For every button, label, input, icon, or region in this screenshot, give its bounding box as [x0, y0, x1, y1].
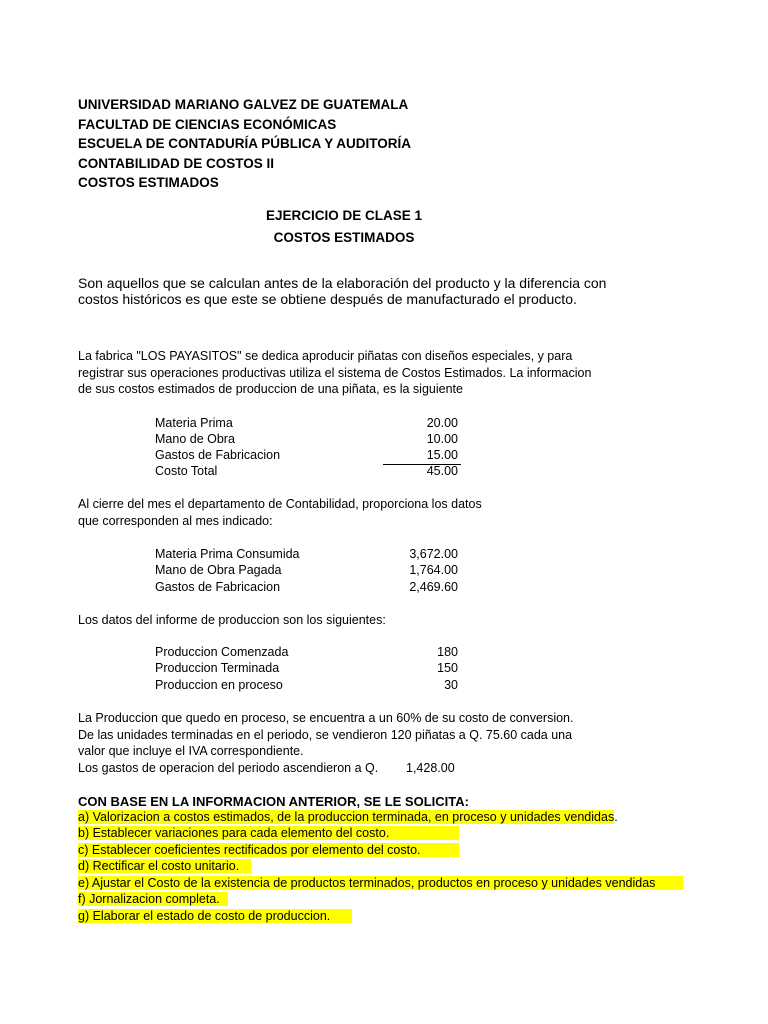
- intro-line-1: Son aquellos que se calculan antes de la elaboración del producto y la diferencia con: [78, 275, 607, 291]
- operating-expenses-value: 1,428.00: [406, 761, 455, 775]
- header-line-course: CONTABILIDAD DE COSTOS II: [78, 156, 275, 171]
- notes-line-4-label: Los gastos de operacion del periodo ascendieron a Q.: [78, 761, 379, 775]
- header-line-school: ESCUELA DE CONTADURÍA PÚBLICA Y AUDITORÍA: [78, 136, 412, 151]
- problem-line-1: La fabrica "LOS PAYASITOS" se dedica aproducir piñatas con diseños especiales, y para: [78, 349, 573, 363]
- request-item-g: [78, 908, 352, 925]
- estimated-cost-value: 20.00: [426, 416, 458, 430]
- problem-line-2: registrar sus operaciones productivas utiliza el sistema de Costos Estimados. La informacion: [78, 366, 592, 380]
- notes-line-2: De las unidades terminadas en el periodo, se vendieron 120 piñatas a Q. 75.60 cada una: [78, 728, 573, 742]
- intro-line-2: costos históricos es que este se obtiene después de manufacturado el producto.: [78, 291, 577, 307]
- production-label: Produccion Terminada: [155, 661, 280, 675]
- request-item-a-suffix: .: [614, 810, 618, 824]
- header-line-topic: COSTOS ESTIMADOS: [78, 175, 219, 190]
- request-item-b: [78, 825, 459, 842]
- request-item-d: [78, 858, 251, 875]
- production-value: 30: [444, 678, 458, 692]
- request-item-g-text: g) Elaborar el estado de costo de produccion.: [78, 909, 352, 923]
- request-item-e: [78, 875, 683, 892]
- exercise-subtitle: COSTOS ESTIMADOS: [273, 230, 415, 245]
- notes-line-1: La Produccion que quedo en proceso, se encuentra a un 60% de su costo de conversion.: [78, 711, 574, 725]
- estimated-cost-label: Materia Prima: [155, 416, 233, 430]
- request-item-e-text: e) Ajustar el Costo de la existencia de productos terminados, productos en proceso y unidades vendidas: [78, 876, 683, 890]
- request-item-a: [78, 809, 618, 826]
- header-line-university: UNIVERSIDAD MARIANO GALVEZ DE GUATEMALA: [78, 97, 409, 112]
- request-item-c-text: c) Establecer coeficientes rectificados por elemento del costo.: [78, 843, 459, 857]
- closing-line-1: Al cierre del mes el departamento de Contabilidad, proporciona los datos: [78, 497, 482, 511]
- request-item-f: [78, 891, 228, 908]
- production-intro: Los datos del informe de produccion son los siguientes:: [78, 613, 386, 627]
- request-item-d-text: d) Rectificar el costo unitario.: [78, 859, 251, 873]
- request-title: CON BASE EN LA INFORMACION ANTERIOR, SE LE SOLICITA:: [78, 794, 469, 809]
- estimated-cost-value: 15.00: [426, 448, 458, 462]
- actual-cost-label: Mano de Obra Pagada: [155, 563, 282, 577]
- request-item-c: [78, 842, 459, 859]
- estimated-cost-total-label: Costo Total: [155, 464, 218, 478]
- closing-line-2: que corresponden al mes indicado:: [78, 514, 273, 528]
- problem-line-3: de sus costos estimados de produccion de una piñata, es la siguiente: [78, 382, 463, 396]
- actual-cost-value: 3,672.00: [409, 547, 458, 561]
- actual-cost-label: Materia Prima Consumida: [155, 547, 300, 561]
- production-label: Produccion Comenzada: [155, 645, 289, 659]
- request-item-a-text: a) Valorizacion a costos estimados, de la produccion terminada, en proceso y unidades vendidas: [78, 810, 615, 824]
- request-item-b-text: b) Establecer variaciones para cada elemento del costo.: [78, 826, 459, 840]
- estimated-cost-label: Mano de Obra: [155, 432, 235, 446]
- production-label: Produccion en proceso: [155, 678, 283, 692]
- estimated-cost-label: Gastos de Fabricacion: [155, 448, 281, 462]
- actual-cost-value: 2,469.60: [409, 580, 458, 594]
- production-value: 180: [437, 645, 458, 659]
- estimated-cost-value: 10.00: [426, 432, 458, 446]
- estimated-cost-total-value: 45.00: [426, 464, 458, 478]
- production-value: 150: [437, 661, 458, 675]
- header-line-faculty: FACULTAD DE CIENCIAS ECONÓMICAS: [78, 117, 337, 132]
- exercise-title: EJERCICIO DE CLASE 1: [265, 208, 423, 223]
- notes-line-3: valor que incluye el IVA correspondiente.: [78, 744, 304, 758]
- actual-cost-label: Gastos de Fabricacion: [155, 580, 281, 594]
- actual-cost-value: 1,764.00: [409, 563, 458, 577]
- request-item-f-text: f) Jornalizacion completa.: [78, 892, 228, 906]
